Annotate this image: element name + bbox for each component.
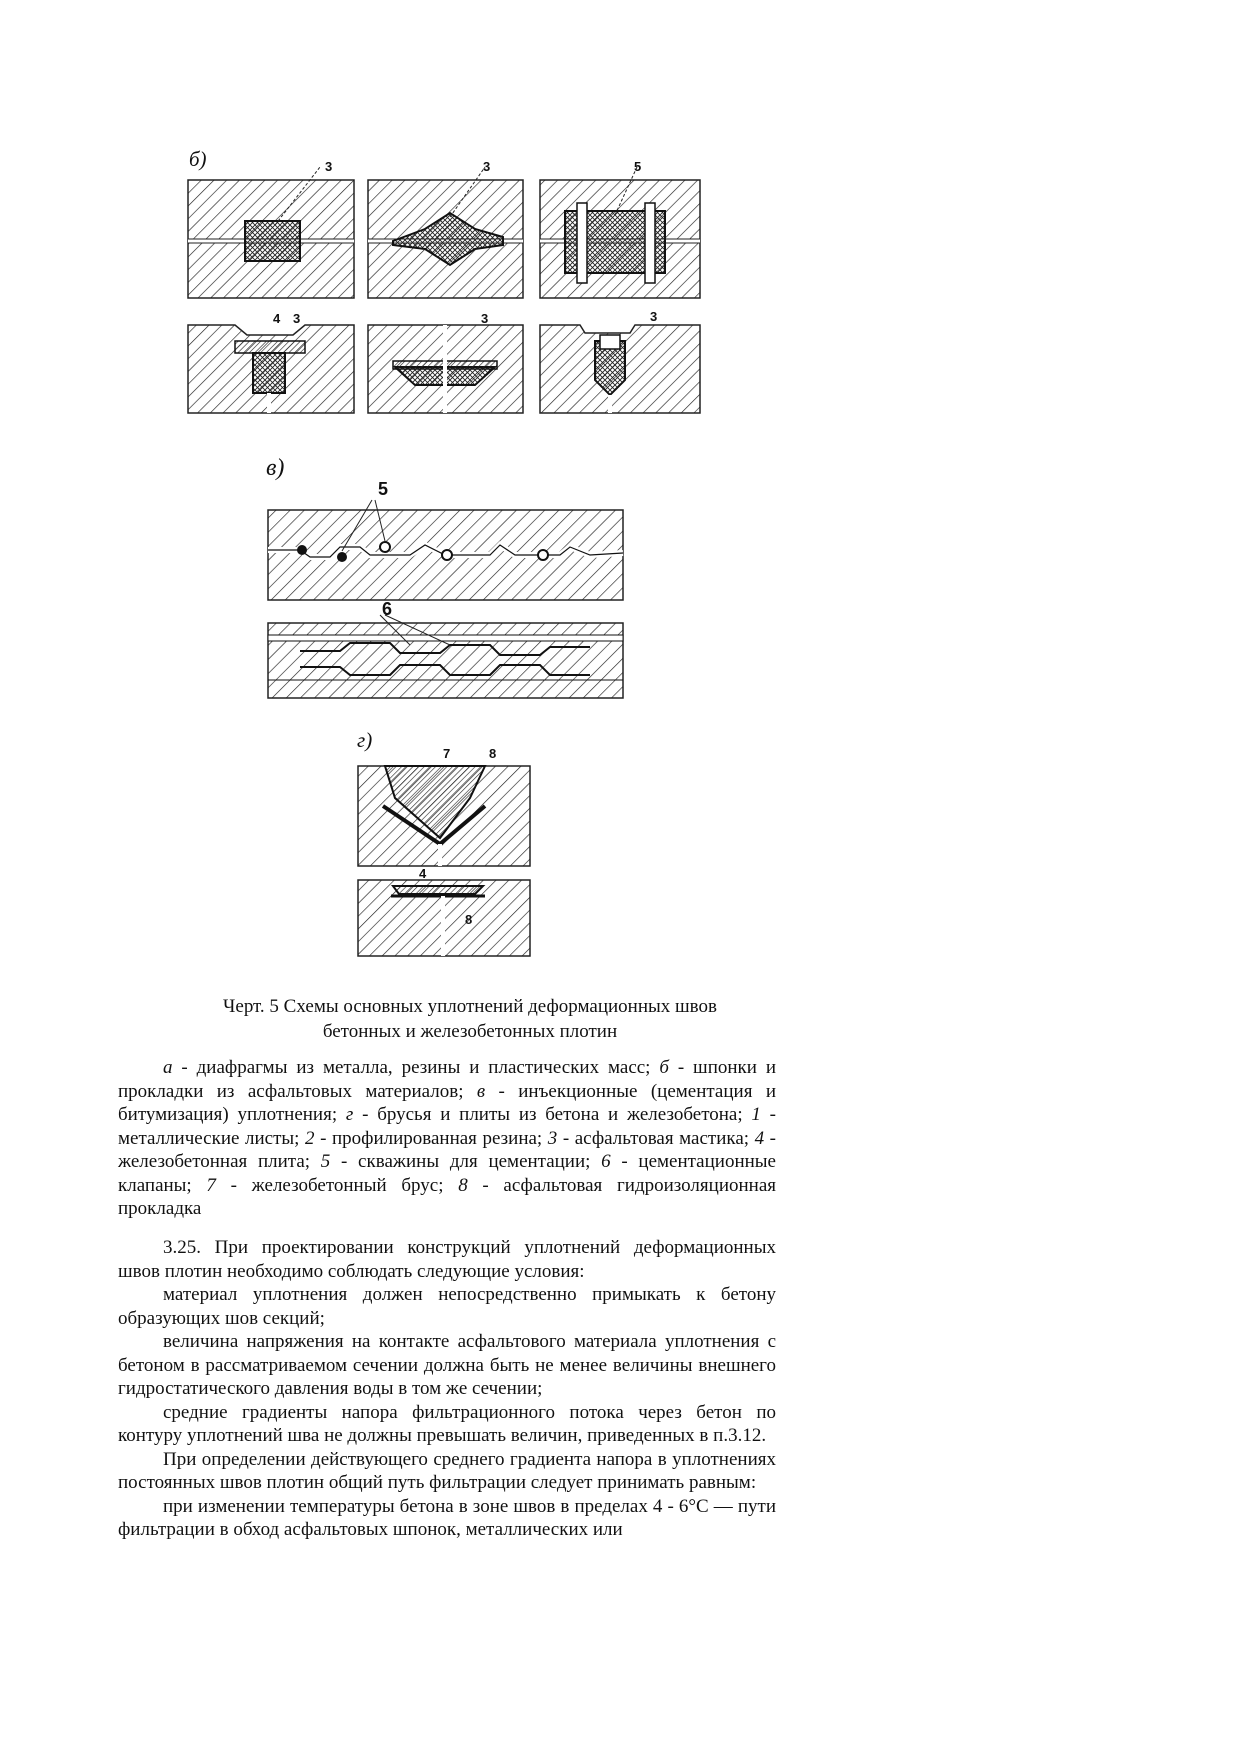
figure-panel-v <box>260 455 630 705</box>
legend-text-b: - шпонки и прокладки из асфальтовых материалов; <box>118 1057 776 1102</box>
paragraph-temperature: при изменении температуры бетона в зоне швов в пределах 4 - 6°С — пути фильтрации в обход асфальтовых шпонок, металлических или <box>118 1495 776 1540</box>
legend-key-g: г <box>345 1104 354 1125</box>
callout-4: 4 <box>419 866 427 881</box>
paragraph-filtration-path: При определении действующего среднего градиента напора в уплотнениях постоянных швов плотин общий путь фильтрации следует принимать равным: <box>118 1448 776 1493</box>
legend-text-v: - инъекционные (цементация и битумизация) уплотнения; <box>118 1080 776 1125</box>
callout-3: 3 <box>650 309 658 324</box>
legend-text-4: - железобетонная плита; <box>118 1127 776 1172</box>
legend-text-2: - профилированная резина; <box>314 1127 548 1149</box>
callout-3: 3 <box>481 311 489 326</box>
legend-num-2: 2 <box>305 1127 315 1149</box>
figure-legend <box>118 1056 776 1221</box>
figure-caption <box>190 994 750 1044</box>
callout-5: 5 <box>378 479 389 499</box>
legend-num-5: 5 <box>320 1151 331 1172</box>
paragraph-3-25: 3.25. При проектировании конструкций уплотнений деформационных швов плотин необходимо соблюдать следующие условия: <box>118 1237 776 1282</box>
callout-3: 3 <box>293 311 301 326</box>
callout-8: 8 <box>489 746 497 761</box>
legend-num-4: 4 <box>754 1127 765 1149</box>
callout-3: 3 <box>325 159 333 174</box>
legend-num-1: 1 <box>751 1104 761 1125</box>
legend-num-6: 6 <box>601 1151 611 1172</box>
legend-text-5: - скважины для цементации; <box>330 1151 602 1172</box>
legend-text-7: - железобетонный брус; <box>215 1174 459 1196</box>
legend-key-v: в <box>476 1080 486 1102</box>
panel-g-label: г) <box>357 728 373 752</box>
panel-b-label: б) <box>189 147 207 171</box>
legend-num-7: 7 <box>206 1174 216 1196</box>
panel-v-label: в) <box>266 455 285 481</box>
callout-8: 8 <box>465 912 473 927</box>
legend-key-b: б <box>659 1057 669 1078</box>
legend-num-8: 8 <box>458 1174 468 1196</box>
callout-4: 4 <box>273 311 281 326</box>
callout-7: 7 <box>443 746 451 761</box>
body-text <box>118 1236 776 1542</box>
legend-text-g: - брусья и плиты из бетона и железобетона; <box>353 1104 752 1125</box>
callout-5: 5 <box>634 159 642 174</box>
figure-panel-g <box>355 728 535 958</box>
legend-text-1: - металлические листы; <box>118 1104 777 1149</box>
legend-num-3: 3 <box>547 1127 558 1149</box>
figure-panel-b <box>185 145 705 415</box>
panel-v-drawing <box>260 455 630 705</box>
caption-line-1: Черт. 5 Схемы основных уплотнений деформационных швов <box>223 996 717 1017</box>
legend-text-a: - диафрагмы из металла, резины и пластических масс; <box>172 1057 660 1078</box>
legend-text-3: - асфальтовая мастика; <box>557 1127 755 1149</box>
legend-paragraph <box>118 1056 776 1221</box>
legend-text-6: - цементационные клапаны; <box>118 1151 776 1196</box>
panel-g-drawing <box>355 728 535 958</box>
paragraph-condition-2: величина напряжения на контакте асфальтового материала уплотнения с бетоном в рассматриваемом сечении должна быть не менее величины внешнего гидростатического давления воды в том же сечении; <box>118 1331 776 1399</box>
panel-b-drawing <box>185 145 705 415</box>
legend-key-a: а <box>163 1057 173 1078</box>
callout-6: 6 <box>382 599 393 619</box>
paragraph-condition-3: средние градиенты напора фильтрационного потока через бетон по контуру уплотнений шва не должны превышать величин, приведенных в п.3.12. <box>118 1401 776 1446</box>
paragraph-condition-1: материал уплотнения должен непосредственно примыкать к бетону образующих шов секций; <box>118 1284 776 1329</box>
legend-text-8: - асфальтовая гидроизоляционная прокладка <box>118 1174 776 1219</box>
callout-3: 3 <box>483 159 491 174</box>
caption-line-2: бетонных и железобетонных плотин <box>322 1021 618 1042</box>
